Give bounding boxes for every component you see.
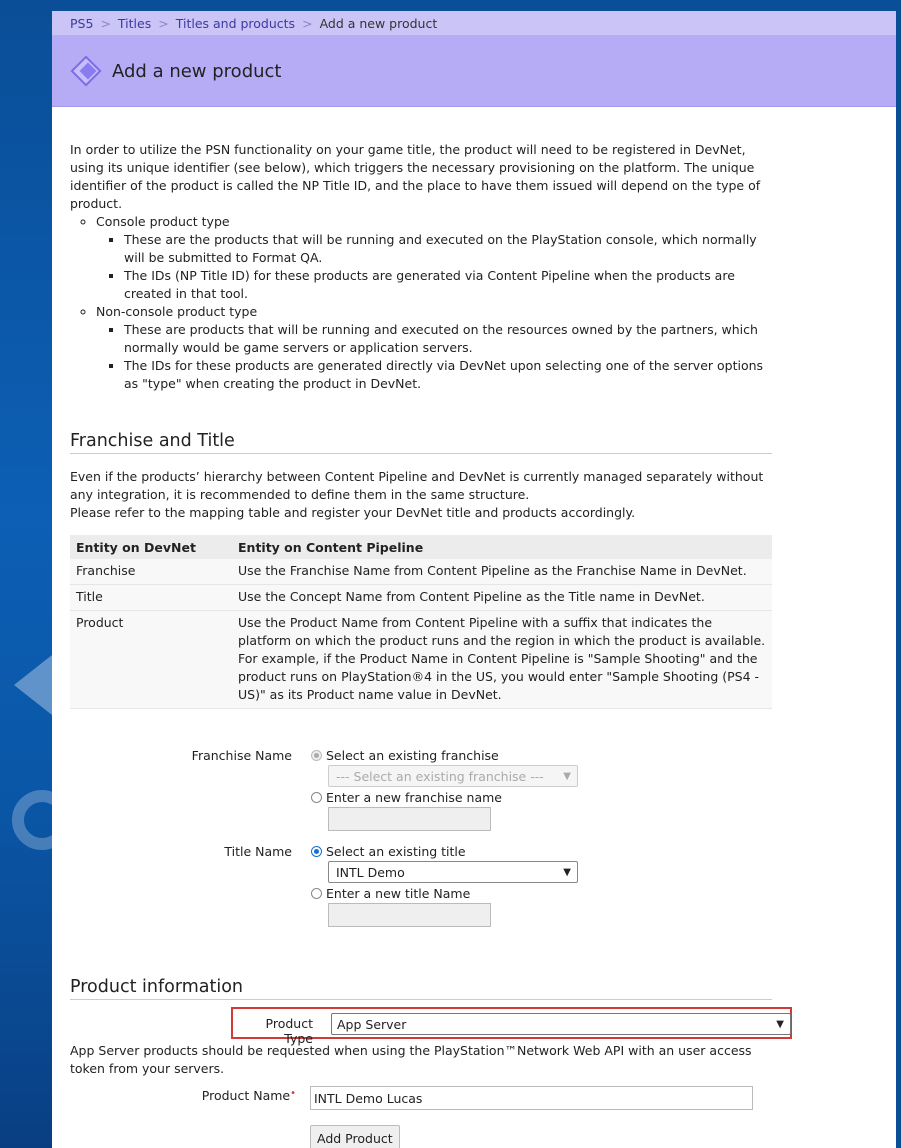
list-item: ▪ These are the products that will be running and executed on the PlayStation console, which normally will be submitted to Format QA. — [124, 231, 772, 267]
page-title: Add a new product — [112, 60, 282, 82]
list-item — [96, 303, 772, 393]
product-name-label: Product Name — [201, 1088, 291, 1103]
table-cell: Use the Franchise Name from Content Pipeline as the Franchise Name in DevNet. — [232, 559, 772, 585]
breadcrumb — [52, 11, 896, 36]
franchise-row — [70, 745, 772, 841]
product-name-input[interactable] — [310, 1086, 753, 1110]
product-form — [70, 1000, 784, 1148]
decorative-arrow-icon — [14, 655, 52, 715]
product-type-select[interactable] — [331, 1013, 791, 1035]
table-cell: Title — [70, 585, 232, 611]
product-name-value: INTL Demo Lucas — [314, 1090, 423, 1106]
table-row — [70, 611, 772, 709]
franchise-p1: Even if the products’ hierarchy between Content Pipeline and DevNet is currently managed separately without any integration, it is recommended to define them in the same structure. — [70, 469, 764, 502]
new-title-radio[interactable] — [311, 888, 322, 899]
franchise-name-label: Franchise Name — [191, 748, 292, 763]
list-item: ▪ The IDs for these products are generated directly via DevNet upon selecting one of the server options as "type" when creating the product in DevNet. — [124, 357, 772, 393]
title-name-label: Title Name — [224, 844, 292, 859]
list-item: ▪ These are products that will be running and executed on the resources owned by the partners, which normally would be game servers or application servers. — [124, 321, 772, 357]
background-top — [0, 0, 901, 11]
mapping-table — [70, 535, 772, 709]
table-cell: Franchise — [70, 559, 232, 585]
table-row — [70, 585, 772, 611]
table-cell: Use the Concept Name from Content Pipeline as the Title name in DevNet. — [232, 585, 772, 611]
existing-title-select[interactable] — [328, 861, 578, 883]
franchise-title-form — [70, 745, 772, 937]
table-cell: Product — [70, 611, 232, 709]
chevron-down-icon: ▼ — [563, 771, 571, 782]
table-header: Entity on Content Pipeline — [232, 535, 772, 559]
existing-title-label: Select an existing title — [326, 843, 466, 859]
table-cell: Use the Product Name from Content Pipeline with a suffix that indicates the platform on which the product runs and the region in which the product is available. For example, if the Product Name in Content Pipeline is "Sample Shooting" and the product runs on PlayStation®4 in the US, you would enter "Sample Shooting (PS4 - US)" as its Product name value in DevNet. — [232, 611, 772, 709]
product-info-heading: Product information — [70, 977, 772, 1000]
breadcrumb-separator: > — [302, 15, 313, 31]
existing-franchise-placeholder: --- Select an existing franchise --- — [336, 768, 544, 784]
content — [52, 141, 896, 1148]
franchise-p2: Please refer to the mapping table and register your DevNet title and products accordingly. — [70, 505, 636, 520]
product-type-note: App Server products should be requested when using the PlayStation™Network Web API with an user access token from your servers. — [70, 1043, 752, 1076]
existing-franchise-radio[interactable] — [311, 750, 322, 761]
breadcrumb-separator: > — [100, 15, 111, 31]
breadcrumb-current: Add a new product — [319, 15, 438, 31]
page-header — [52, 36, 896, 107]
new-franchise-label: Enter a new franchise name — [326, 789, 502, 805]
new-franchise-input[interactable] — [328, 807, 491, 831]
franchise-title-heading: Franchise and Title — [70, 431, 772, 454]
intro-text: In order to utilize the PSN functionality on your game title, the product will need to be registered in DevNet, using its unique identifier (see below), which triggers the necessary provisioning on the platform. The unique identifier of the product is called the NP Title ID, and the place to have them issued will depend on the type of product. — [70, 142, 761, 211]
product-name-label-wrap — [70, 1088, 296, 1103]
product-type-list — [70, 213, 772, 393]
franchise-paragraph — [70, 468, 772, 522]
existing-franchise-label: Select an existing franchise — [326, 747, 499, 763]
background-left-panel — [0, 0, 52, 1148]
chevron-down-icon: ▼ — [563, 867, 571, 878]
table-header-row — [70, 535, 772, 559]
existing-franchise-select[interactable] — [328, 765, 578, 787]
main-page — [52, 11, 896, 1148]
add-product-button[interactable]: Add Product — [310, 1125, 400, 1148]
breadcrumb-titles[interactable]: Titles — [117, 15, 152, 31]
breadcrumb-separator: > — [158, 15, 169, 31]
new-title-input[interactable] — [328, 903, 491, 927]
title-row — [70, 841, 772, 937]
list-item — [96, 213, 772, 303]
new-franchise-radio[interactable] — [311, 792, 322, 803]
table-row — [70, 559, 772, 585]
required-marker: • — [290, 1088, 296, 1099]
breadcrumb-ps5[interactable]: PS5 — [70, 15, 94, 31]
new-title-label: Enter a new title Name — [326, 885, 471, 901]
nonconsole-type-label: Non-console product type — [96, 304, 258, 319]
existing-title-value: INTL Demo — [336, 864, 405, 880]
product-type-value: App Server — [337, 1016, 407, 1032]
background-right — [896, 0, 901, 1148]
breadcrumb-titles-and-products[interactable]: Titles and products — [175, 15, 296, 31]
product-type-label: Product Type — [265, 1016, 313, 1046]
list-item: ▪ The IDs (NP Title ID) for these products are generated via Content Pipeline when the products are created in that tool. — [124, 267, 772, 303]
console-type-label: Console product type — [96, 214, 230, 229]
diamond-logo-icon — [70, 55, 102, 87]
chevron-down-icon: ▼ — [776, 1019, 784, 1030]
product-type-row — [231, 1007, 792, 1046]
existing-title-radio[interactable] — [311, 846, 322, 857]
table-header: Entity on DevNet — [70, 535, 232, 559]
